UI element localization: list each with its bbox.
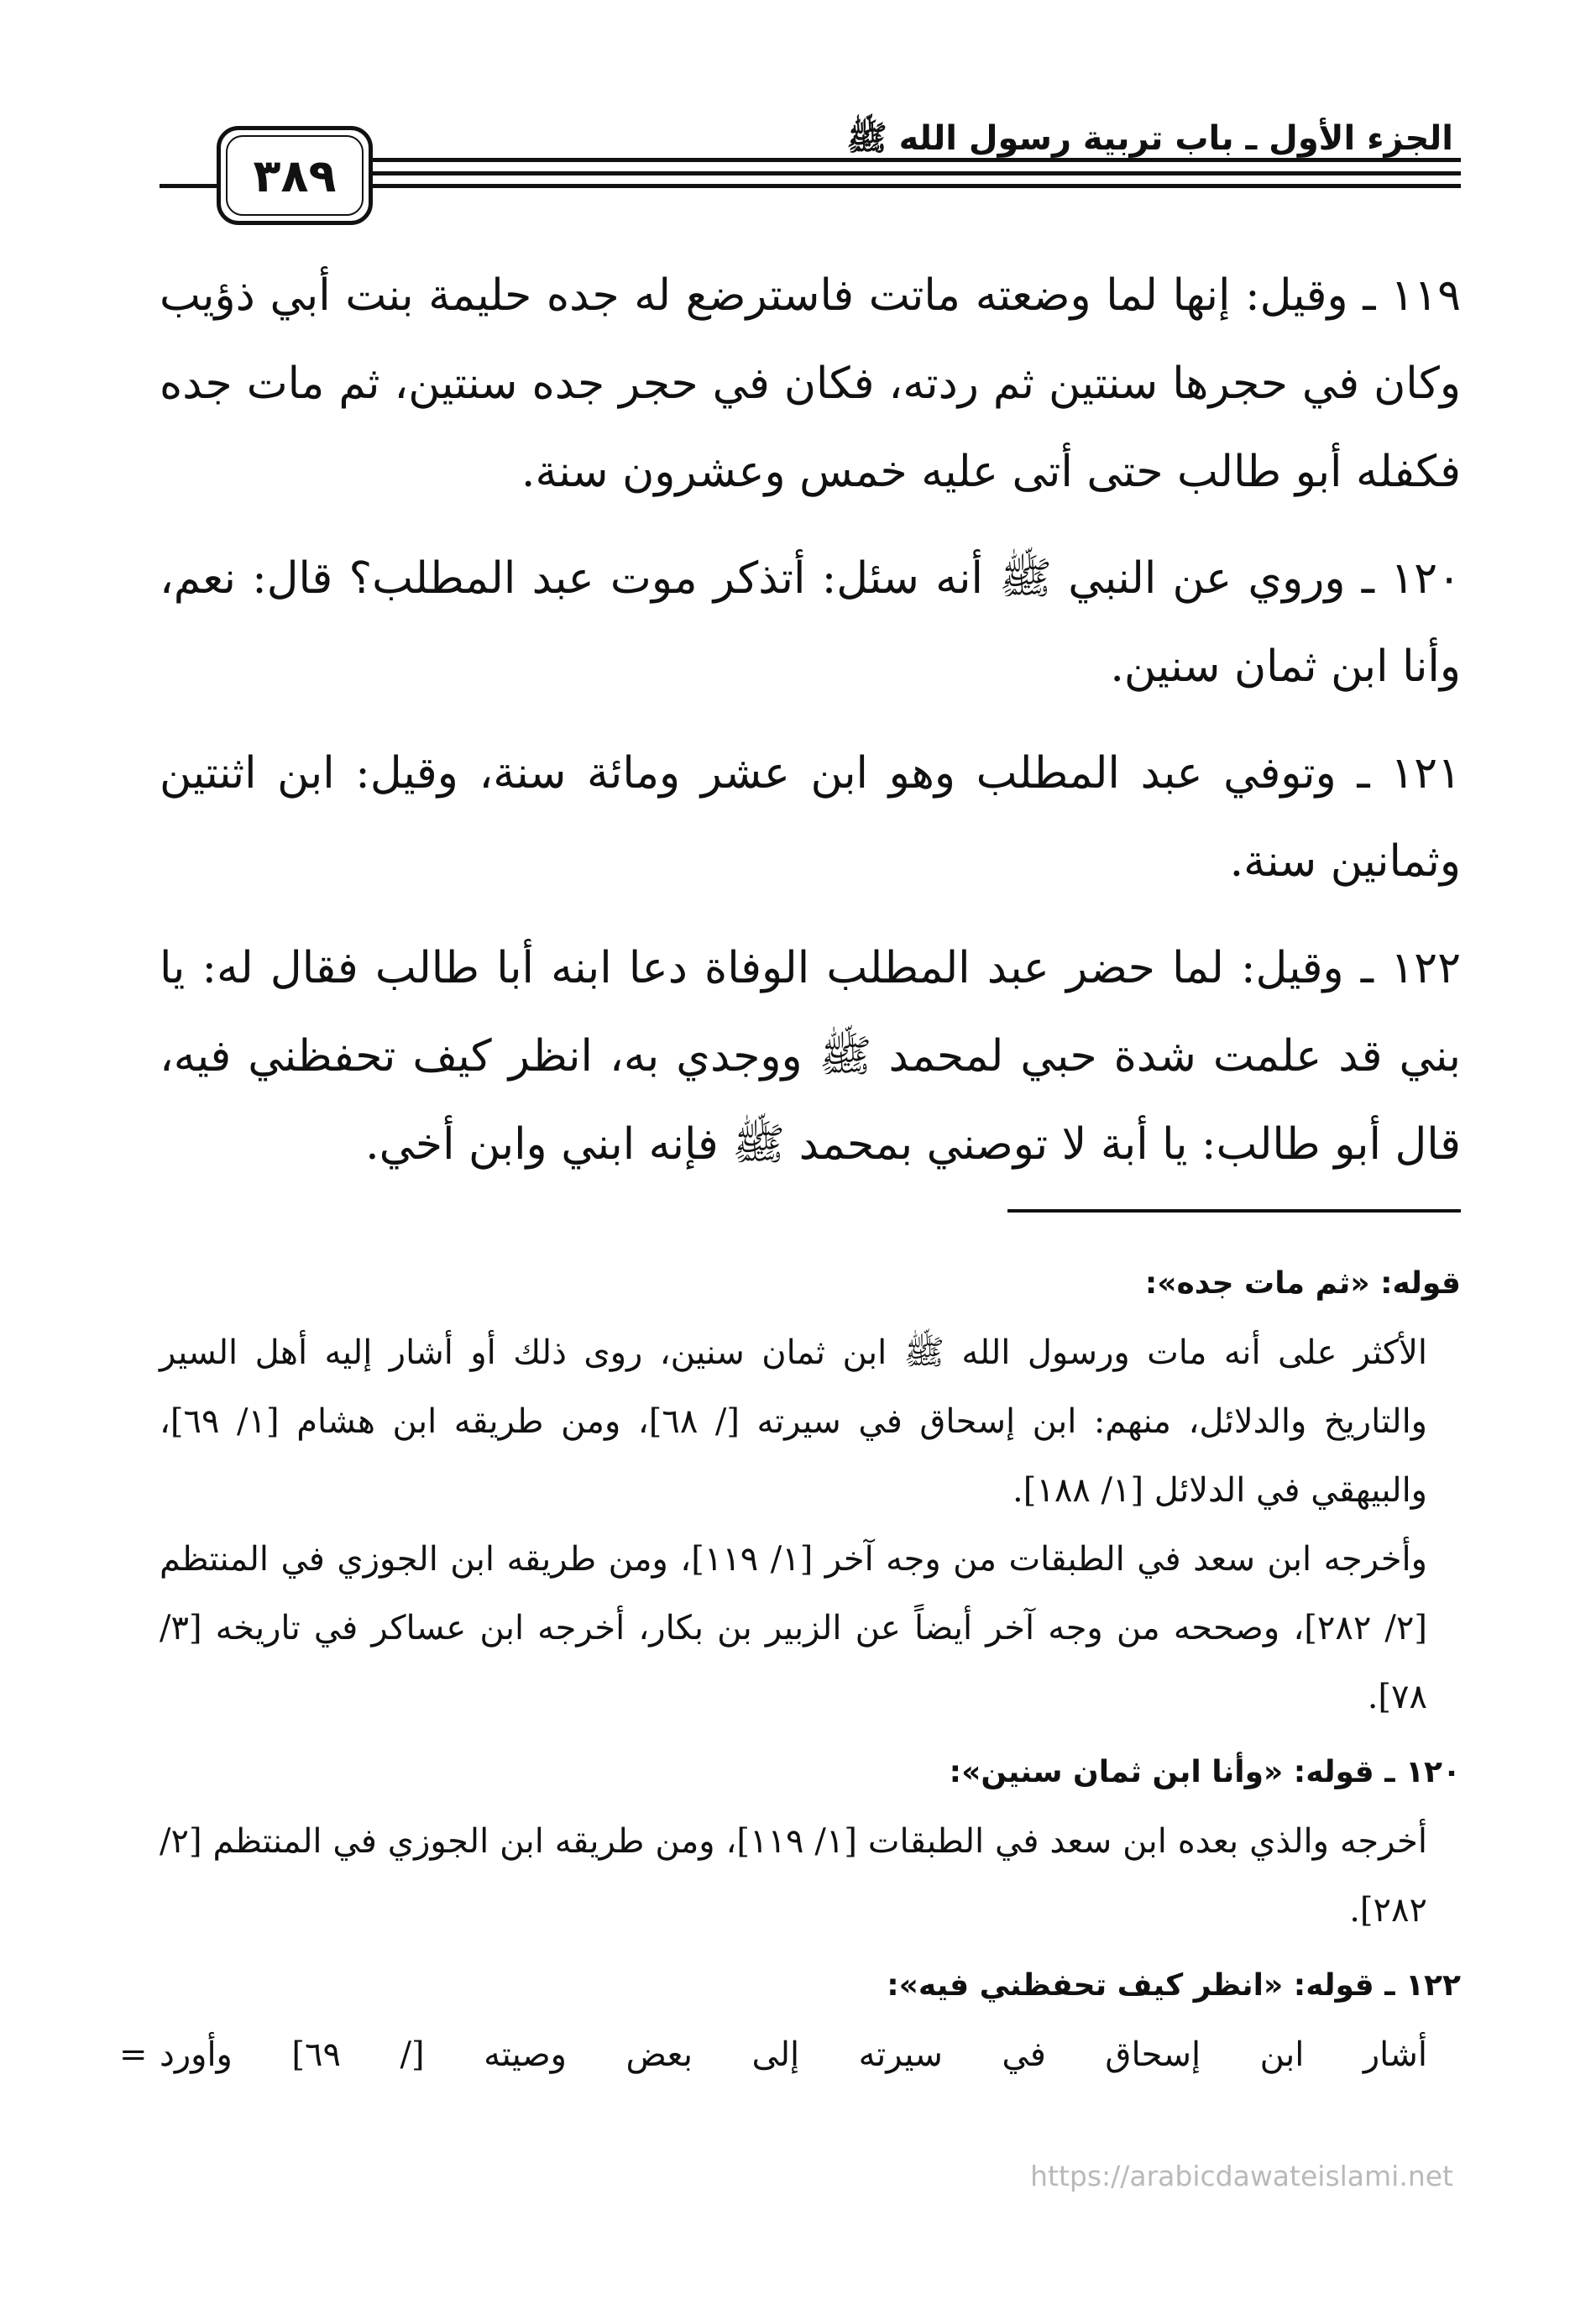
paragraph-120: ١٢٠ ـ وروي عن النبي ﷺ أنه سئل: أتذكر موت عبد المطلب؟ قال: نعم، وأنا ابن ثمان سنين. [160,553,1461,692]
footnote-text: أشار ابن إسحاق في سيرته إلى بعض وصيته [/ ٦٩] وأورد [160,2035,1427,2074]
header-rule-top [217,158,1461,162]
page-number-frame [217,126,373,225]
footnote-paragraph: الأكثر على أنه مات ورسول الله ﷺ ابن ثمان سنين، روى ذلك أو أشار إليه أهل السير والتاريخ والدلائل، منهم: ابن إسحاق في سيرته [/ ٦٨]، ومن طريقه ابن هشام [١/ ٦٩]، والبيهقي في الدلائل [١/ ١٨٨]. [160,1333,1427,1510]
continuation-mark: = [119,2035,148,2074]
page-number: ٣٨٩ [253,149,337,202]
footnote-heading: قوله: «ثم مات جده»: [1144,1266,1461,1301]
footnote-heading: ١٢٠ ـ قوله: «وأنا ابن ثمان سنين»: [949,1755,1461,1789]
running-title: الجزء الأول ـ باب تربية رسول الله ﷺ [846,119,1453,158]
main-text [160,252,1461,1207]
footnote-paragraph-continued [119,2020,1427,2089]
footnote-paragraph: وأخرجه ابن سعد في الطبقات من وجه آخر [١/ ١١٩]، ومن طريقه ابن الجوزي في المنتظم [٢/ ٢٨٢]، وصححه من وجه آخر أيضاً عن الزبير بن بكار، أخرجه ابن عساكر في تاريخه [٣/ ٧٨]. [160,1540,1427,1716]
footnote-paragraph: أخرجه والذي بعده ابن سعد في الطبقات [١/ ١١٩]، ومن طريقه ابن الجوزي في المنتظم [٢/ ٢٨٢]. [160,1822,1427,1930]
footnotes [119,1243,1461,2089]
footnote-heading: ١٢٢ ـ قوله: «انظر كيف تحفظني فيه»: [887,1968,1461,2003]
paragraph-122: ١٢٢ ـ وقيل: لما حضر عبد المطلب الوفاة دعا ابنه أبا طالب فقال له: يا بني قد علمت شدة حبي لمحمد ﷺ ووجدي به، انظر كيف تحفظني فيه، قال أبو طالب: يا أبة لا توصني بمحمد ﷺ فإنه ابني وابن أخي. [160,943,1461,1170]
paragraph-121: ١٢١ ـ وتوفي عبد المطلب وهو ابن عشر ومائة سنة، وقيل: ابن اثنتين وثمانين سنة. [160,748,1461,887]
footnote-separator [1007,1209,1461,1213]
header-rule-middle [217,171,1461,175]
watermark-url: https://arabicdawateislami.net [1030,2160,1453,2192]
paragraph-119: ١١٩ ـ وقيل: إنها لما وضعته ماتت فاسترضع له جده حليمة بنت أبي ذؤيب وكان في حجرها سنتين ثم ردته، فكان في حجر جده سنتين، ثم مات جده فكفله أبو طالب حتى أتى عليه خمس وعشرون سنة. [160,270,1461,497]
